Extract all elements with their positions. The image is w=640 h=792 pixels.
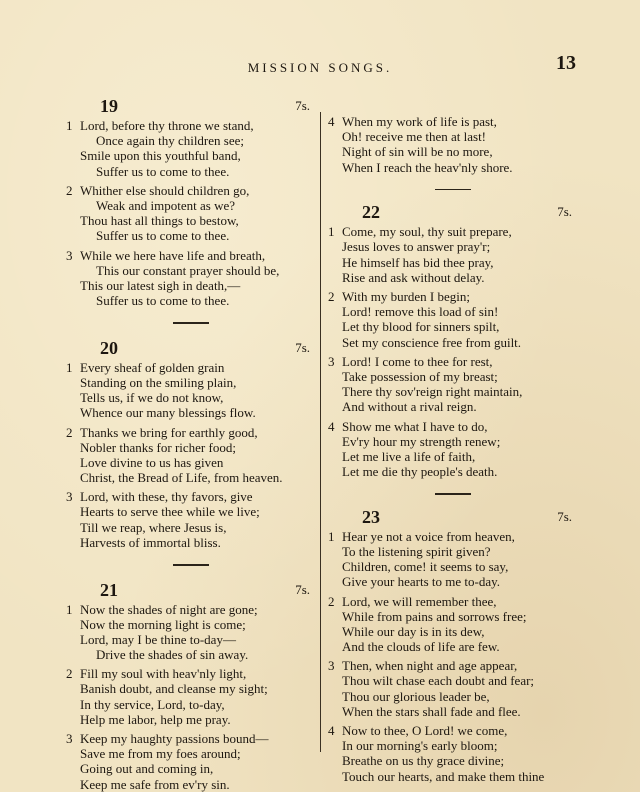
verse-line: This our constant prayer should be, bbox=[96, 262, 280, 278]
verse-line: Once again thy children see; bbox=[96, 133, 244, 149]
verse-line: In thy service, Lord, to-day, bbox=[80, 696, 225, 712]
verse-line: Breathe on us thy grace divine; bbox=[342, 753, 505, 769]
verse-line: Christ, the Bread of Life, from heaven. bbox=[80, 470, 283, 486]
stanza bbox=[328, 224, 578, 285]
verse-line: Banish doubt, and cleanse my sight; bbox=[80, 681, 268, 697]
verse-line: Now to thee, O Lord! we come, bbox=[342, 723, 508, 738]
verse-line: Harvests of immortal bliss. bbox=[80, 534, 221, 550]
verse-line: When the stars shall fade and flee. bbox=[342, 703, 521, 719]
stanza bbox=[328, 354, 578, 415]
verse-line: Hearts to serve thee while we live; bbox=[80, 504, 260, 520]
hymn-header bbox=[328, 202, 578, 224]
verse-line: Going out and coming in, bbox=[80, 761, 214, 777]
hymn-number: 21 bbox=[100, 579, 118, 600]
verse-line: Thou hast all things to bestow, bbox=[80, 213, 239, 229]
verse-line: Fill my soul with heav'nly light, bbox=[80, 666, 247, 682]
verse-line: Smile upon this youthful band, bbox=[80, 148, 241, 164]
stanza bbox=[66, 360, 316, 421]
verse-line: Hear ye not a voice from heaven, bbox=[342, 528, 515, 544]
stanza bbox=[66, 118, 316, 179]
hymn-meter: 7s. bbox=[557, 204, 572, 220]
hymn-header bbox=[328, 507, 578, 529]
hymn-21-continued bbox=[328, 114, 578, 190]
stanza-number: 2 bbox=[328, 593, 335, 609]
verse-line: Lord, before thy throne we stand, bbox=[80, 118, 254, 133]
verse-line: Touch our hearts, and make them thine bbox=[342, 768, 545, 784]
stanza-number: 2 bbox=[66, 424, 73, 440]
verse-line: Till we reap, where Jesus is, bbox=[80, 519, 227, 535]
verse-line: Keep me safe from ev'ry sin. bbox=[80, 776, 230, 792]
stanza bbox=[328, 529, 578, 590]
verse-line: Whither else should children go, bbox=[80, 182, 250, 198]
verse-line: Let me die thy people's death. bbox=[342, 464, 498, 480]
hymn-21 bbox=[66, 580, 316, 792]
verse-line: This our latest sigh in death,— bbox=[80, 277, 241, 293]
stanza-number: 4 bbox=[328, 418, 335, 434]
verse-line: Come, my soul, thy suit prepare, bbox=[342, 224, 512, 240]
stanza-number: 3 bbox=[328, 353, 335, 369]
stanza-number: 2 bbox=[66, 666, 73, 682]
page-number: 13 bbox=[556, 52, 576, 74]
verse-line: With my burden I begin; bbox=[342, 289, 471, 304]
stanza bbox=[328, 658, 578, 719]
verse-line: In our morning's early bloom; bbox=[342, 738, 498, 754]
verse-line: Suffer us to come to thee. bbox=[96, 163, 230, 179]
verse-line: He himself has bid thee pray, bbox=[342, 254, 494, 270]
verse-line: Show me what I have to do, bbox=[342, 418, 488, 434]
verse-line: Now the shades of night are gone; bbox=[80, 601, 258, 617]
stanza-number: 3 bbox=[328, 658, 335, 674]
stanza-number: 1 bbox=[66, 118, 73, 133]
stanza-number: 3 bbox=[66, 731, 73, 746]
verse-line: Give your hearts to me to-day. bbox=[342, 574, 500, 590]
verse-line: Jesus loves to answer pray'r; bbox=[342, 239, 491, 255]
stanza bbox=[66, 489, 316, 550]
verse-line: And without a rival reign. bbox=[342, 399, 477, 415]
verse-line: Take possession of my breast; bbox=[342, 368, 498, 384]
hymn-23 bbox=[328, 507, 578, 784]
stanza-number: 4 bbox=[328, 723, 335, 738]
verse-line: Lord, may I be thine to-day— bbox=[80, 631, 236, 647]
verse-line: Let me live a life of faith, bbox=[342, 448, 476, 464]
hymn-22 bbox=[328, 202, 578, 495]
verse-line: While we here have life and breath, bbox=[80, 247, 266, 263]
stanza-number: 2 bbox=[66, 182, 73, 198]
verse-line: Nobler thanks for richer food; bbox=[80, 439, 236, 455]
hymn-header bbox=[66, 580, 316, 602]
verse-line: Every sheaf of golden grain bbox=[80, 359, 225, 375]
verse-line: Whence our many blessings flow. bbox=[80, 405, 256, 421]
stanza bbox=[66, 602, 316, 663]
hymn-20 bbox=[66, 338, 316, 566]
verse-line: Save me from my foes around; bbox=[80, 746, 241, 762]
stanza-number: 1 bbox=[328, 224, 335, 240]
stanza bbox=[328, 594, 578, 655]
section-rule bbox=[435, 493, 471, 495]
hymn-meter: 7s. bbox=[295, 581, 310, 597]
verse-line: Children, come! it seems to say, bbox=[342, 559, 509, 575]
verse-line: Ev'ry hour my strength renew; bbox=[342, 433, 501, 449]
section-rule bbox=[435, 189, 471, 191]
stanza-number: 4 bbox=[328, 114, 335, 129]
verse-line: Lord, with these, thy favors, give bbox=[80, 489, 253, 505]
stanza bbox=[66, 666, 316, 727]
verse-line: Then, when night and age appear, bbox=[342, 658, 518, 674]
hymn-header bbox=[66, 96, 316, 118]
verse-line: Thou wilt chase each doubt and fear; bbox=[342, 673, 535, 689]
stanza-number: 3 bbox=[66, 247, 73, 263]
stanza-number: 1 bbox=[66, 359, 73, 375]
verse-line: Set my conscience free from guilt. bbox=[342, 334, 522, 350]
hymn-meter: 7s. bbox=[557, 508, 572, 524]
section-rule bbox=[173, 322, 209, 324]
verse-line: Keep my haughty passions bound— bbox=[80, 731, 269, 746]
hymn-meter: 7s. bbox=[295, 98, 310, 113]
stanza-number: 1 bbox=[66, 601, 73, 617]
hymn-number: 23 bbox=[362, 506, 380, 527]
verse-line: Now the morning light is come; bbox=[80, 616, 246, 632]
verse-line: There thy sov'reign right maintain, bbox=[342, 384, 523, 400]
verse-line: Lord! I come to thee for rest, bbox=[342, 353, 493, 369]
verse-line: And the clouds of life are few. bbox=[342, 639, 500, 655]
stanza bbox=[328, 419, 578, 480]
verse-line: Suffer us to come to thee. bbox=[96, 293, 230, 309]
stanza bbox=[66, 425, 316, 486]
verse-line: Weak and impotent as we? bbox=[96, 197, 236, 213]
verse-line: Drive the shades of sin away. bbox=[96, 647, 249, 663]
verse-line: Lord! remove this load of sin! bbox=[342, 304, 499, 320]
verse-line: Rise and ask without delay. bbox=[342, 269, 485, 285]
verse-line: When I reach the heav'nly shore. bbox=[342, 159, 513, 175]
verse-line: Thou our glorious leader be, bbox=[342, 688, 490, 704]
hymn-number: 20 bbox=[100, 337, 118, 358]
verse-line: Lord, we will remember thee, bbox=[342, 593, 497, 609]
verse-line: To the listening spirit given? bbox=[342, 543, 491, 559]
stanza bbox=[328, 289, 578, 350]
hymn-meter: 7s. bbox=[295, 339, 310, 355]
verse-line: Standing on the smiling plain, bbox=[80, 374, 237, 390]
verse-line: Night of sin will be no more, bbox=[342, 144, 493, 160]
verse-line: Thanks we bring for earthly good, bbox=[80, 424, 258, 440]
left-column bbox=[66, 96, 316, 792]
verse-line: Let thy blood for sinners spilt, bbox=[342, 319, 500, 335]
verse-line: While from pains and sorrows free; bbox=[342, 608, 527, 624]
stanza-number: 3 bbox=[66, 489, 73, 505]
hymn-19 bbox=[66, 96, 316, 324]
hymn-header bbox=[66, 338, 316, 360]
verse-line: While our day is in its dew, bbox=[342, 623, 485, 639]
verse-line: Help me labor, help me pray. bbox=[80, 711, 231, 727]
hymn-number: 19 bbox=[100, 96, 118, 116]
verse-line: Tells us, if we do not know, bbox=[80, 390, 224, 406]
stanza bbox=[66, 248, 316, 309]
verse-line: Love divine to us has given bbox=[80, 454, 224, 470]
verse-line: When my work of life is past, bbox=[342, 114, 497, 129]
stanza bbox=[328, 723, 578, 784]
right-column bbox=[328, 96, 578, 784]
hymn-number: 22 bbox=[362, 202, 380, 223]
verse-line: Oh! receive me then at last! bbox=[342, 129, 487, 145]
running-title: MISSION SONGS. bbox=[247, 60, 393, 75]
stanza-number: 1 bbox=[328, 528, 335, 544]
stanza bbox=[66, 183, 316, 244]
section-rule bbox=[173, 564, 209, 566]
stanza bbox=[328, 114, 578, 175]
column-divider bbox=[320, 112, 321, 752]
stanza-number: 2 bbox=[328, 289, 335, 304]
stanza bbox=[66, 731, 316, 792]
verse-line: Suffer us to come to thee. bbox=[96, 228, 230, 244]
